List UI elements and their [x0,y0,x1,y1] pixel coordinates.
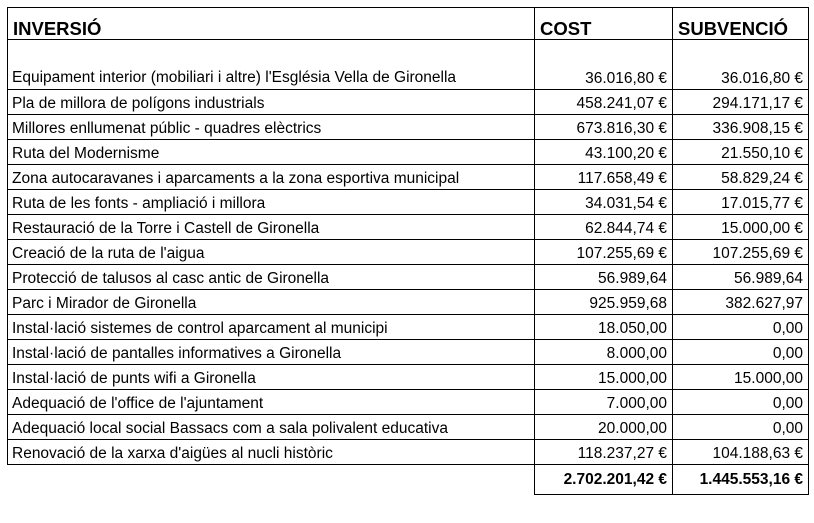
table-row [8,290,809,315]
cell-subvencio: 0,00 [673,390,809,415]
cell-subvencio: 0,00 [673,340,809,365]
table-row [8,265,809,290]
total-row [8,465,809,495]
table-row [8,315,809,340]
cell-inversio: Ruta de les fonts - ampliació i millora [8,190,535,215]
cell-subvencio: 17.015,77 € [673,190,809,215]
table-row [8,340,809,365]
cell-inversio: Protecció de talusos al casc antic de Gironella [8,265,535,290]
cell-cost: 20.000,00 [535,415,673,440]
cell-inversio: Pla de millora de polígons industrials [8,90,535,115]
table-row [8,390,809,415]
cell-subvencio: 0,00 [673,315,809,340]
cell-cost: 107.255,69 € [535,240,673,265]
total-cost: 2.702.201,42 € [535,465,673,495]
table-row [8,440,809,465]
cell-subvencio: 56.989,64 [673,265,809,290]
table-row [8,40,809,90]
cell-cost: 56.989,64 [535,265,673,290]
cell-cost: 15.000,00 [535,365,673,390]
cell-inversio: Ruta del Modernisme [8,140,535,165]
cell-subvencio: 104.188,63 € [673,440,809,465]
cell-cost: 117.658,49 € [535,165,673,190]
cell-cost: 7.000,00 [535,390,673,415]
table-row [8,365,809,390]
table-row [8,115,809,140]
cell-inversio: Creació de la ruta de l'aigua [8,240,535,265]
cell-inversio: Zona autocaravanes i aparcaments a la zona esportiva municipal [8,165,535,190]
cell-subvencio: 0,00 [673,415,809,440]
cell-subvencio: 15.000,00 € [673,215,809,240]
cell-inversio: Millores enllumenat públic - quadres elèctrics [8,115,535,140]
cell-subvencio: 336.908,15 € [673,115,809,140]
cell-cost: 18.050,00 [535,315,673,340]
cell-inversio: Adequació de l'office de l'ajuntament [8,390,535,415]
cell-cost: 118.237,27 € [535,440,673,465]
cell-cost: 8.000,00 [535,340,673,365]
cell-inversio: Parc i Mirador de Gironella [8,290,535,315]
header-row [8,8,809,40]
table-row [8,215,809,240]
cell-inversio: Equipament interior (mobiliari i altre) l'Església Vella de Gironella [8,40,535,90]
cell-subvencio: 21.550,10 € [673,140,809,165]
cell-subvencio: 107.255,69 € [673,240,809,265]
cell-inversio: Instal·lació sistemes de control aparcament al municipi [8,315,535,340]
cell-subvencio: 58.829,24 € [673,165,809,190]
header-subvencio: SUBVENCIÓ [673,8,809,40]
cell-inversio: Restauració de la Torre i Castell de Gironella [8,215,535,240]
table-row [8,240,809,265]
header-inversio: INVERSIÓ [8,8,535,40]
cell-cost: 36.016,80 € [535,40,673,90]
cell-cost: 34.031,54 € [535,190,673,215]
cell-subvencio: 382.627,97 [673,290,809,315]
cell-cost: 62.844,74 € [535,215,673,240]
table-row [8,140,809,165]
investment-table [7,7,809,495]
cell-subvencio: 36.016,80 € [673,40,809,90]
cell-inversio: Instal·lació de punts wifi a Gironella [8,365,535,390]
cell-inversio: Renovació de la xarxa d'aigües al nucli històric [8,440,535,465]
cell-subvencio: 294.171,17 € [673,90,809,115]
total-subvencio: 1.445.553,16 € [673,465,809,495]
cell-cost: 673.816,30 € [535,115,673,140]
cell-subvencio: 15.000,00 [673,365,809,390]
table-row [8,90,809,115]
cell-cost: 43.100,20 € [535,140,673,165]
table-body [8,40,809,465]
table-row [8,190,809,215]
total-blank-cell [8,465,535,495]
cell-cost: 925.959,68 [535,290,673,315]
cell-inversio: Instal·lació de pantalles informatives a Gironella [8,340,535,365]
table-row [8,165,809,190]
table-row [8,415,809,440]
header-cost: COST [535,8,673,40]
cell-cost: 458.241,07 € [535,90,673,115]
cell-inversio: Adequació local social Bassacs com a sala polivalent educativa [8,415,535,440]
